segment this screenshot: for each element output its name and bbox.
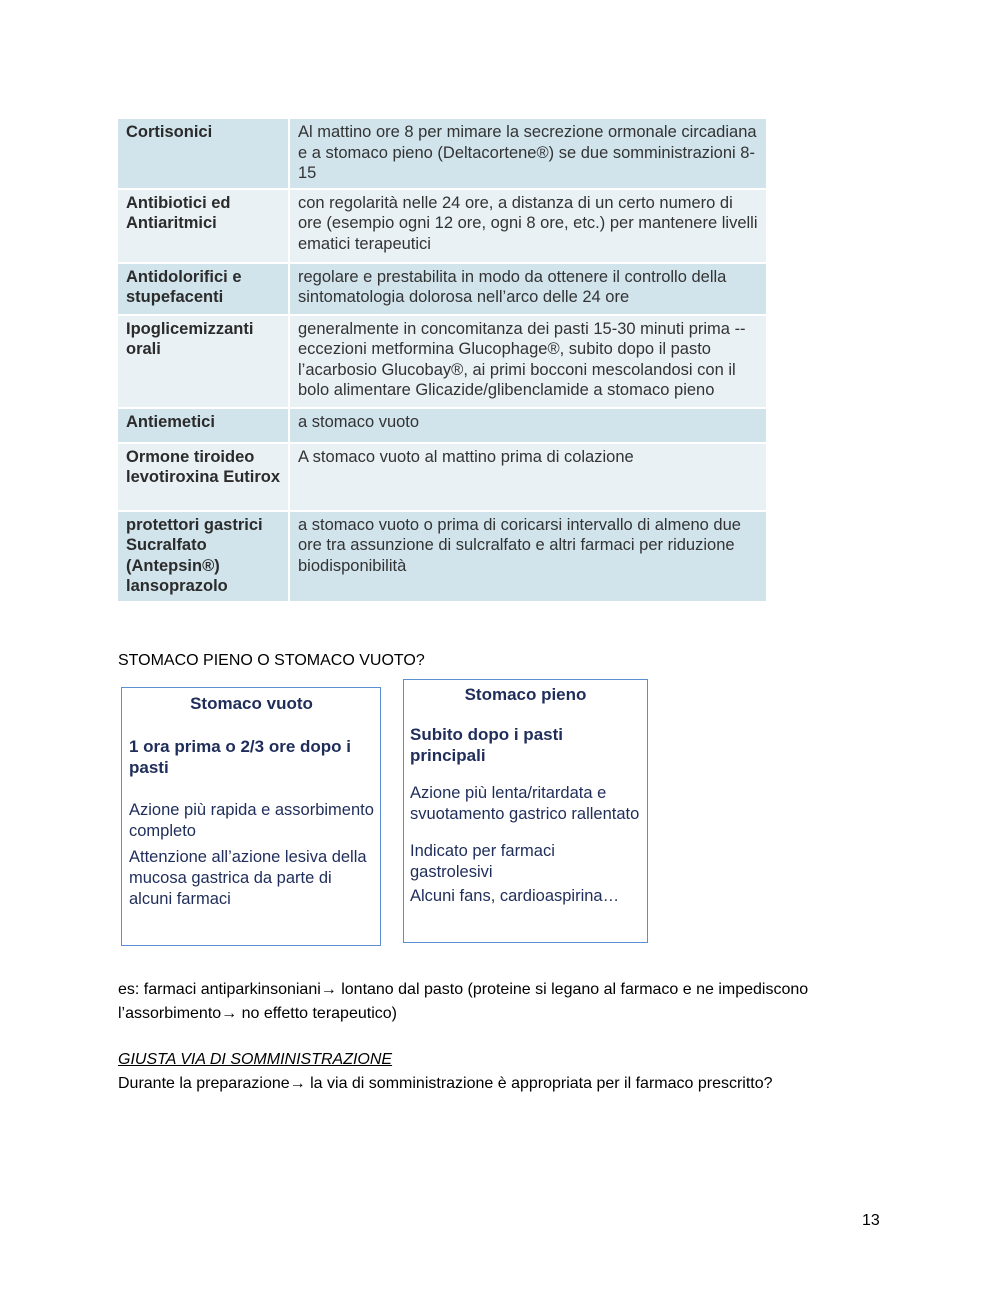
table-row — [118, 119, 766, 189]
drug-category: Antiemetici — [118, 408, 289, 443]
drug-category: Antibiotici ed Antiaritmici — [118, 189, 289, 263]
empty-stomach-box — [121, 687, 381, 946]
section-block — [118, 1048, 878, 1096]
table-row — [118, 263, 766, 315]
timing-description: a stomaco vuoto — [289, 408, 766, 443]
drug-category: Antidolorifici e stupefacenti — [118, 263, 289, 315]
box-text: Alcuni fans, cardioaspirina… — [410, 887, 620, 905]
timing-description: regolare e prestabilita in modo da ottenere il controllo della sintomatologia dolorosa nell’arco delle 24 ore — [289, 263, 766, 315]
table-row — [118, 443, 766, 511]
box-text: Indicato per farmaci gastrolesivi — [410, 842, 555, 881]
timing-description: Al mattino ore 8 per mimare la secrezione ormonale circadiana e a stomaco pieno (Deltacortene®) se due somministrazioni 8-15 — [289, 119, 766, 189]
drug-category: protettori gastrici Sucralfato (Antepsin®) lansoprazolo — [118, 511, 289, 602]
table-row — [118, 511, 766, 602]
box-text: Azione più rapida e assorbimento completo — [129, 801, 374, 840]
table-row — [118, 189, 766, 263]
full-stomach-box — [403, 679, 648, 943]
section-title: GIUSTA VIA DI SOMMINISTRAZIONE — [118, 1051, 393, 1068]
drug-category: Cortisonici — [118, 119, 289, 189]
timing-description: A stomaco vuoto al mattino prima di colazione — [289, 443, 766, 511]
section-heading: STOMACO PIENO O STOMACO VUOTO? — [118, 652, 425, 669]
box-title: Stomaco vuoto — [190, 694, 313, 713]
timing-description: a stomaco vuoto o prima di coricarsi intervallo di almeno due ore tra assunzione di sulcralfato e altri farmaci per riduzione biodisponibilità — [289, 511, 766, 602]
example-paragraph: es: farmaci antiparkinsoniani→ lontano dal pasto (proteine si legano al farmaco e ne impediscono l’assorbimento→ no effetto terapeutico) — [118, 981, 809, 1022]
box-text: Azione più lenta/ritardata e svuotamento gastrico rallentato — [410, 784, 640, 823]
section-text: Durante la preparazione→ la via di somministrazione è appropriata per il farmaco prescritto? — [118, 1075, 773, 1092]
timing-description: con regolarità nelle 24 ore, a distanza di un certo numero di ore (esempio ogni 12 ore, ogni 8 ore, etc.) per mantenere livelli ematici terapeutici — [289, 189, 766, 263]
drug-category: Ipoglicemizzanti orali — [118, 315, 289, 408]
administration-timing-table — [118, 119, 766, 603]
box-subtitle: 1 ora prima o 2/3 ore dopo i pasti — [129, 737, 351, 777]
table-row — [118, 408, 766, 443]
box-text: Attenzione all’azione lesiva della mucosa gastrica da parte di alcuni farmaci — [129, 848, 367, 908]
box-subtitle: Subito dopo i pasti principali — [410, 725, 563, 765]
drug-category: Ormone tiroideo levotiroxina Eutirox — [118, 443, 289, 511]
page-number: 13 — [862, 1212, 880, 1229]
box-title: Stomaco pieno — [464, 685, 587, 704]
table-row — [118, 315, 766, 408]
timing-description: generalmente in concomitanza dei pasti 15-30 minuti prima -- eccezioni metformina Glucophage®, subito dopo il pasto l’acarbosio Glucobay®, ai primi bocconi mescolandosi con il bolo alimentare Glicazide/glibenclamide a stomaco pieno — [289, 315, 766, 408]
